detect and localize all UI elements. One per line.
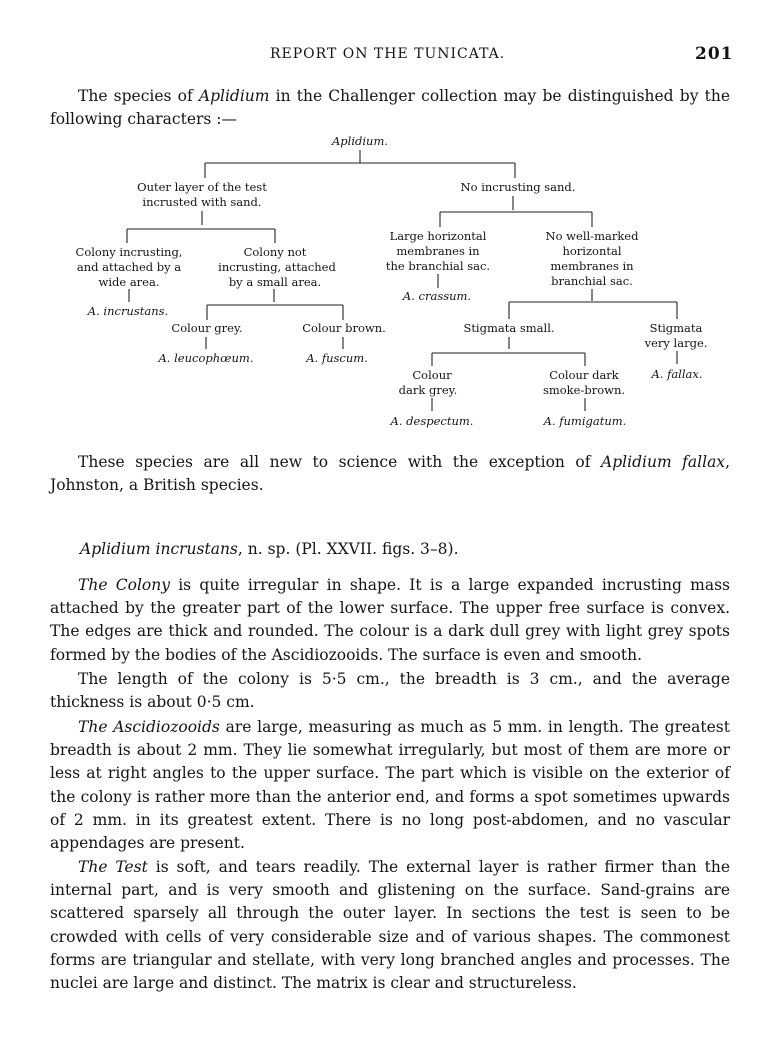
key-node-outer-layer: Outer layer of the test: [137, 180, 267, 194]
colony-paragraph: The Colony is quite irregular in shape. It is a large expanded incrusting mass attached by the greater part of the lower surface. The upper free surface is convex. The edges are thick and rounded. The colour is a dark dull grey with light grey spots formed by the bodies of the Ascidiozooids. The surface is even and smooth.: [50, 576, 730, 664]
key-node-no-well-marked: branchial sac.: [551, 274, 633, 288]
key-node-colony-incrusting: Colony incrusting,: [75, 245, 183, 259]
key-node-large-membranes: Large horizontal: [389, 229, 487, 243]
key-node-colony-not: by a small area.: [228, 275, 322, 289]
key-node-colony-not: Colony not: [243, 245, 307, 259]
key-species-leucophaeum: A. leucophœum.: [158, 351, 254, 365]
key-node-no-well-marked: No well-marked: [545, 229, 639, 243]
key-species-incrustans: A. incrustans.: [87, 304, 169, 318]
key-node-no-well-marked: horizontal: [562, 244, 622, 258]
key-species-despectum: A. despectum.: [390, 414, 474, 428]
key-node-colony-incrusting: and attached by a: [76, 260, 182, 274]
key-node-stigmata-small: Stigmata small.: [463, 321, 555, 335]
test-paragraph: The Test is soft, and tears readily. The external layer is rather firmer than the internal part, and is very smooth and glistening on the surface. Sand-grains are scattered sparsely all through the outer layer. In sections the test is seen to be crowded with cells of very considerable size and of various shapes. The commonest forms are triangular and stellate, with very long branched angles and processes. The nuclei are large and distinct. The matrix is clear and structureless.: [50, 858, 730, 993]
key-node-stigmata-large: very large.: [644, 336, 708, 350]
key-species-fumigatum: A. fumigatum.: [543, 414, 627, 428]
key-node-large-membranes: membranes in: [396, 244, 480, 258]
dimensions-paragraph: The length of the colony is 5·5 cm., the breadth is 3 cm., and the average thickness is about 0·5 cm.: [50, 670, 730, 712]
test-label: The Test: [78, 858, 148, 876]
intro-paragraph: The species of Aplidium in the Challenger collection may be distinguished by the following characters :—: [50, 87, 730, 129]
key-node-colony-incrusting: wide area.: [98, 275, 160, 289]
page-number: 201: [695, 44, 734, 64]
key-node-smoke-brown: smoke-brown.: [542, 383, 626, 397]
key-node-no-sand: No incrusting sand.: [460, 180, 576, 194]
after-key-paragraph: These species are all new to science with the exception of Aplidium fallax, Johnston, a British species.: [50, 453, 730, 495]
colony-label: The Colony: [78, 576, 170, 594]
key-node-colour-grey: Colour grey.: [171, 321, 243, 335]
species-name: Aplidium fallax: [601, 453, 726, 471]
species-heading-name: Aplidium incrustans: [80, 540, 238, 558]
genus-name: Aplidium: [198, 87, 270, 105]
key-root: Aplidium.: [331, 134, 389, 148]
key-species-crassum: A. crassum.: [402, 289, 472, 303]
key-node-large-membranes: the branchial sac.: [385, 259, 491, 273]
ascidiozooids-paragraph: The Ascidiozooids are large, measuring as much as 5 mm. in length. The greatest breadth is about 2 mm. They lie somewhat irregularly, but most of them are more or less at right angles to the upper surface. The part which is visible on the exterior of the colony is rather more than the anterior end, and forms a spot sometimes upwards of 2 mm. in its greatest extent. There is no long post-abdomen, and no vascular appendages are present.: [50, 718, 730, 853]
key-node-dark-grey: dark grey.: [398, 383, 458, 397]
key-species-fuscum: A. fuscum.: [306, 351, 368, 365]
key-species-fallax: A. fallax.: [651, 367, 703, 381]
key-node-colour-brown: Colour brown.: [302, 321, 386, 335]
species-heading: Aplidium incrustans, n. sp. (Pl. XXVII. figs. 3–8).: [80, 540, 459, 558]
key-node-stigmata-large: Stigmata: [649, 321, 703, 335]
key-node-smoke-brown: Colour dark: [549, 368, 619, 382]
key-node-dark-grey: Colour: [412, 368, 452, 382]
key-node-no-well-marked: membranes in: [550, 259, 634, 273]
key-node-colony-not: incrusting, attached: [218, 260, 336, 274]
ascidiozooids-label: The Ascidiozooids: [78, 718, 220, 736]
key-node-outer-layer: incrusted with sand.: [142, 195, 262, 209]
running-title: REPORT ON THE TUNICATA.: [270, 46, 506, 62]
